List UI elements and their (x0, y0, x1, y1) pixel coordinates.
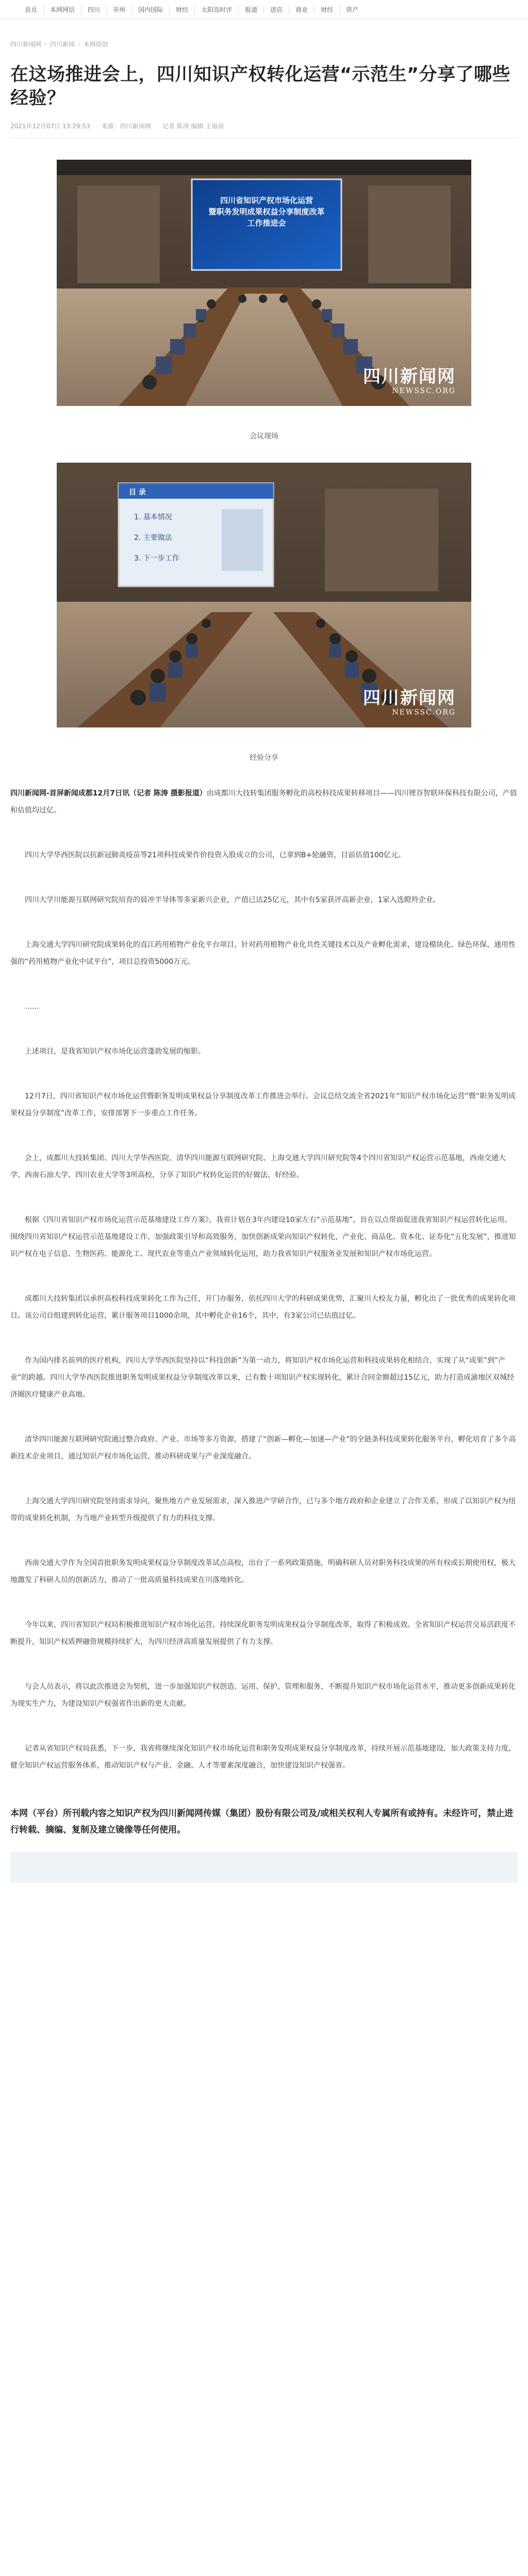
article-paragraph: 与会人员表示，将以此次推进会为契机，进一步加强知识产权创造、运用、保护、管理和服务，不断提升知识产权市场化运营水平，推动更多创新成果转化为现实生产力，为建设知识产权强省作出新的更大贡献。 (10, 1683, 516, 1708)
publish-datetime: 2021年12月07日 13:29:53 (10, 123, 90, 130)
lead-paragraph (10, 785, 518, 819)
article-paragraph: 今年以来，四川省知识产权局积极推进知识产权市场化运营，持续深化职务发明成果权益分享制度改革，取得了积极成效。全省知识产权运营交易活跃度不断提升，知识产权质押融资规模持续扩大，为四川经济高质量发展提供了有力支撑。 (10, 1621, 516, 1646)
nav-item[interactable]: 财经 (170, 5, 195, 14)
article-container (0, 63, 528, 1838)
screen-title-line3: 工作推进会 (247, 218, 286, 228)
article-paragraph: 四川大学华西医院以抗新冠肺炎疫苗等21项科技成果作价投资入股成立的公司，已拿到B+轮融资，目前估值100亿元。 (25, 851, 405, 859)
watermark-en: NEWSSC.ORG (392, 708, 456, 717)
article-editor: 记者 陈涛 编辑 王海南 (162, 123, 224, 130)
slide-item: 2. 主要做法 (134, 534, 172, 542)
figure-meeting (10, 160, 518, 441)
article-body (10, 785, 518, 1774)
nav-item[interactable]: 市州 (107, 5, 132, 14)
nav-item[interactable]: 首页 (19, 5, 44, 14)
article-paragraph: 成都川大技转集团以承担高校科技成果转化工作为己任，开门办服务，依托四川大学的科研成果优势，汇聚川大校友力量，孵化出了一批优秀的成果转化项目。该公司自组建到转化运营，累计服务项目1000余项，其中孵化企业16个，其中，有3家公司已估值过亿。 (10, 1295, 516, 1320)
image-caption: 会议现场 (250, 432, 278, 440)
copyright-notice: 本网（平台）所刊载内容之知识产权为四川新闻网传媒（集团）股份有限公司及/或相关权利人专属所有或持有。未经许可，禁止进行转载、摘编、复制及建立镜像等任何使用。 (10, 1808, 514, 1835)
top-nav (0, 0, 528, 19)
watermark-cn: 四川新闻网 (363, 688, 456, 708)
nav-item[interactable]: 太阳岛时评 (195, 5, 239, 14)
article-paragraph: 上海交通大学四川研究院坚持需求导向，聚焦地方产业发展需求，深入推进产学研合作，已与多个地方政府和企业建立了合作关系，形成了以知识产权为纽带的成果转化机制，为当地产业转型升级提供了有力的科技支撑。 (10, 1497, 516, 1522)
article-paragraph: 西南交通大学作为全国首批职务发明成果权益分享制度改革试点高校，出台了一系列政策措施，明确科研人员对职务科技成果的所有权或长期使用权，极大地激发了科研人员的创新活力，推动了一批高质量科技成果在川落地转化。 (10, 1559, 516, 1584)
nav-item[interactable]: 进店 (264, 5, 289, 14)
photo-experience-sharing (57, 463, 471, 730)
nav-item[interactable]: 四川 (81, 5, 107, 14)
article-title: 在这场推进会上，四川知识产权转化运营“示范生”分享了哪些经验？ (10, 64, 511, 109)
nav-item[interactable]: 资产 (346, 6, 359, 13)
article-paragraph: 会上，成都川大技转集团、四川大学华西医院、清华四川能源互联网研究院、上海交通大学四川研究院等4个四川省知识产权运营示范基地，西南交通大学、西南石油大学、四川农业大学等3所高校，分享了知识产权转化运营的好做法、好经验。 (10, 1154, 506, 1179)
slide-header: 目 录 (129, 488, 146, 497)
nav-item[interactable]: 财经 (315, 5, 340, 14)
article-paragraph: 四川大学川能源互联网研究院培育的晨冲半导体等多家新兴企业，产值已达25亿元，其中有5家获评高新企业，1家入选瞪羚企业。 (25, 896, 440, 904)
breadcrumb-separator: › (77, 41, 80, 48)
article-paragraph: 上海交通大学四川研究院成果转化的直江药用植物产业化平台项目，针对药用植物产业化共性关键技术以及产业孵化需求，建设模块化、绿色环保、通用性强的“药用植物产业化中试平台”，项目总投资5000万元。 (10, 941, 516, 966)
bottom-bar (10, 1852, 518, 1883)
article-meta (10, 122, 518, 138)
article-paragraph: 作为国内排名前列的医疗机构，四川大学华西医院坚持以“科技创新”为第一动力，将知识产权市场化运营和科技成果转化相结合，实现了从“成果”到“产业”的跨越。四川大学华西医院推进职务发明成果权益分享制度改革以来，已有数十项知识产权实现转化，累计合同金额超过15亿元，助力打造成渝地区双城经济圈医疗健康产业高地。 (10, 1357, 515, 1399)
breadcrumb-separator: › (44, 41, 47, 48)
figure-sharing (10, 463, 518, 762)
slide-item: 1. 基本情况 (134, 513, 172, 521)
breadcrumb-item[interactable]: 本网原创 (83, 41, 108, 48)
article-paragraph: 12月7日，四川省知识产权市场化运营暨职务发明成果权益分享制度改革工作推进会举行。会议总结交流全省2021年“知识产权市场化运营”暨“职务发明成果权益分享制度”改革工作，安排部署下一步重点工作任务。 (10, 1092, 516, 1117)
watermark-cn: 四川新闻网 (363, 366, 456, 387)
slide-item: 3. 下一步工作 (134, 554, 179, 563)
article-paragraph: 记者从省知识产权局获悉，下一步，我省将继续深化知识产权市场化运营和职务发明成果权益分享制度改革，持续开展示范基地建设，加大政策支持力度，健全知识产权运营服务体系，推动知识产权与产业、金融、人才等要素深度融合，加快建设知识产权强省。 (10, 1744, 516, 1770)
breadcrumb (10, 40, 518, 48)
article-paragraph: 上述项目，是我省知识产权市场化运营蓬勃发展的缩影。 (25, 1047, 205, 1056)
photo-meeting-venue (57, 160, 471, 408)
screen-title-line1: 四川省知识产权市场化运营 (220, 196, 314, 205)
nav-item[interactable]: 商业 (289, 5, 315, 14)
nav-item[interactable]: 国内国际 (132, 5, 170, 14)
nav-item[interactable]: 本网网信 (44, 5, 81, 14)
article-paragraph: …… (25, 1003, 39, 1011)
watermark-logo (363, 368, 456, 395)
article-paragraph: 清华四川能源互联网研究院通过整合政府、产业、市场等多方资源，搭建了“创新—孵化—加速—产业”的全链条科技成果转化服务平台，孵化培育了多个高新技术企业项目，通过知识产权市场化运营，推动科研成果与产业深度融合。 (10, 1435, 516, 1461)
lead-prefix: 四川新闻网-首屏新闻成都12月7日讯（记者 陈涛 摄影报道） (10, 789, 207, 798)
watermark-logo (363, 689, 456, 716)
article-source: 来源：四川新闻网 (101, 123, 151, 130)
image-caption: 经验分享 (250, 754, 278, 762)
screen-title-line2: 暨职务发明成果权益分享制度改革 (208, 207, 325, 216)
lead-text: 由成都川大技转集团服务孵化的高校科技成果转移项目——四川锂谷智联环保科技有限公司，产值和估值均过亿。 (10, 789, 517, 815)
article-paragraph: 根据《四川省知识产权市场化运营示范基地建设工作方案》，我省计划在3年内建设10家左右“示范基地”，旨在以点带面促进我省知识产权运营转化运用。围绕四川省知识产权运营示范基地建设工作，加强政策引导和高效服务，加快创新成果向知识产权转化，产业化、商品化、资本化、证券化“五化发展”，推进知识产权在电子信息、生物医药、能源化工、现代农业等重点产业领域转化运用，助力我省知识产权服务业发展和知识产权市场化运营。 (10, 1216, 516, 1258)
watermark-en: NEWSSC.ORG (392, 387, 456, 395)
nav-item[interactable]: 报道 (239, 5, 264, 14)
breadcrumb-item[interactable]: 四川新闻 (50, 41, 75, 48)
breadcrumb-item[interactable]: 四川新闻网 (10, 41, 42, 48)
